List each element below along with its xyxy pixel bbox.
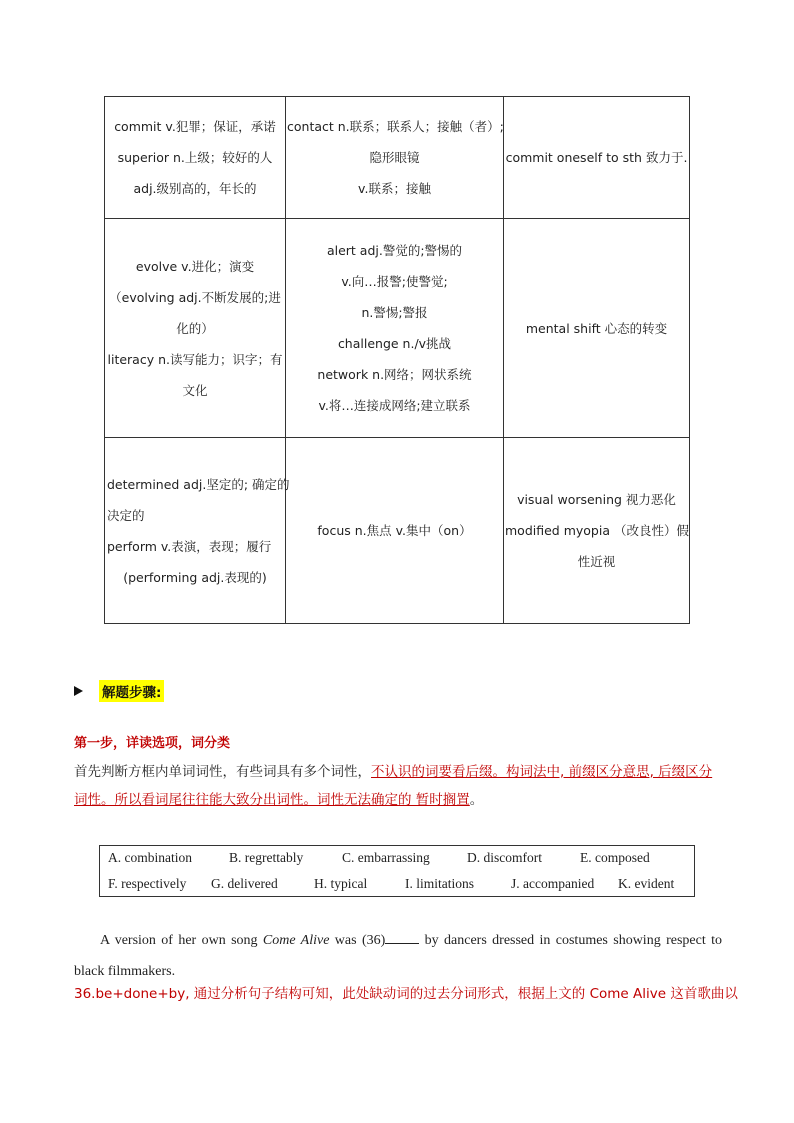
- intro-highlight: 不认识的词要看后缀。构词法中, 前缀区分意思, 后缀区分词性。所以看词尾往往能大致分出词性。词性无法确定的 暂时搁置: [74, 764, 713, 808]
- cell-line: v.联系；接触: [358, 181, 431, 196]
- cell-line: adj.级别高的，年长的: [133, 181, 257, 196]
- intro-paragraph: [74, 758, 724, 814]
- option-item: I. limitations: [405, 876, 474, 891]
- cell-line: commit oneself to sth 致力于.: [505, 150, 688, 165]
- cell-line: superior n.上级；较好的人: [117, 150, 273, 165]
- cell-line: alert adj.警觉的;警惕的: [326, 243, 463, 258]
- option-item: B. regrettably: [229, 850, 304, 865]
- option-item: E. composed: [580, 850, 650, 865]
- passage-text: by dancers dressed in costumes showing respect to black filmmakers.: [74, 933, 722, 979]
- option-item: A. combination: [108, 850, 192, 865]
- cell-line: 决定的: [107, 507, 145, 523]
- cell-line: literacy n.读写能力；识字；有: [107, 351, 283, 367]
- cell-line: determined adj.坚定的; 确定的: [107, 476, 290, 492]
- table-cell: [286, 438, 504, 624]
- option-item: F. respectively: [108, 876, 187, 891]
- table-row: [105, 219, 690, 438]
- cell-line: v.将…连接成网络;建立联系: [318, 398, 471, 413]
- passage-text: A version of her own song: [100, 933, 263, 948]
- table-cell: [504, 438, 690, 624]
- cell-line: evolve v.进化；演变: [135, 258, 255, 274]
- options-row: [100, 848, 694, 872]
- cell-line: challenge n./v挑战: [337, 336, 452, 351]
- cell-line: focus n.焦点 v.集中（on）: [317, 523, 472, 538]
- cell-line: contact n.联系；联系人；接触（者）;: [287, 119, 504, 134]
- table-cell: [105, 438, 290, 624]
- analysis-text: 36.be+done+by, 通过分析句子结构可知，此处缺动词的过去分词形式，根据上文的 Come Alive 这首歌曲以: [74, 986, 738, 1002]
- cell-line: network n.网络；网状系统: [317, 367, 472, 382]
- option-item: G. delivered: [211, 876, 278, 891]
- passage-text: was (36): [329, 933, 386, 948]
- steps-heading: [74, 680, 164, 702]
- cell-line: commit v.犯罪；保证，承诺: [114, 119, 276, 134]
- option-item: J. accompanied: [511, 876, 595, 891]
- table-cell: [286, 97, 504, 219]
- cell-line: 隐形眼镜: [369, 150, 420, 165]
- cell-line: visual worsening 视力恶化: [517, 492, 676, 507]
- cell-line: 文化: [182, 382, 208, 398]
- cell-line: 化的）: [176, 320, 214, 336]
- intro-end: 。: [469, 792, 484, 808]
- table-cell: [504, 219, 690, 438]
- cell-line: （evolving adj.不断发展的;进: [109, 289, 281, 305]
- option-item: K. evident: [618, 876, 675, 891]
- intro-text: 首先判断方框内单词词性，有些词具有多个词性，: [74, 764, 371, 780]
- steps-label: 解题步骤:: [99, 680, 164, 702]
- option-item: D. discomfort: [467, 850, 542, 865]
- options-row: [100, 874, 694, 898]
- table-cell: [105, 97, 286, 219]
- song-title: Come Alive: [262, 933, 330, 948]
- option-item: H. typical: [314, 876, 368, 891]
- passage-paragraph: [74, 925, 722, 987]
- cell-line: v.向…报警;使警觉;: [341, 274, 448, 289]
- blank-36: [385, 930, 419, 944]
- cell-line: (performing adj.表现的): [123, 569, 267, 585]
- vocab-table: [104, 96, 690, 624]
- cell-line: mental shift 心态的转变: [525, 320, 668, 336]
- option-item: C. embarrassing: [342, 850, 430, 865]
- table-cell: [105, 219, 286, 438]
- table-row: [105, 97, 690, 219]
- cell-line: 性近视: [577, 554, 616, 569]
- table-cell: [504, 97, 690, 219]
- options-box: [99, 845, 695, 897]
- arrow-bullet-icon: [74, 686, 83, 696]
- cell-line: perform v.表演，表现；履行: [107, 538, 272, 554]
- table-cell: [286, 219, 504, 438]
- cell-line: modified myopia （改良性）假: [505, 523, 689, 538]
- step-one-title: 第一步，详读选项，词分类: [74, 736, 231, 751]
- table-row: [105, 438, 690, 624]
- cell-line: n.警惕;警报: [361, 305, 428, 320]
